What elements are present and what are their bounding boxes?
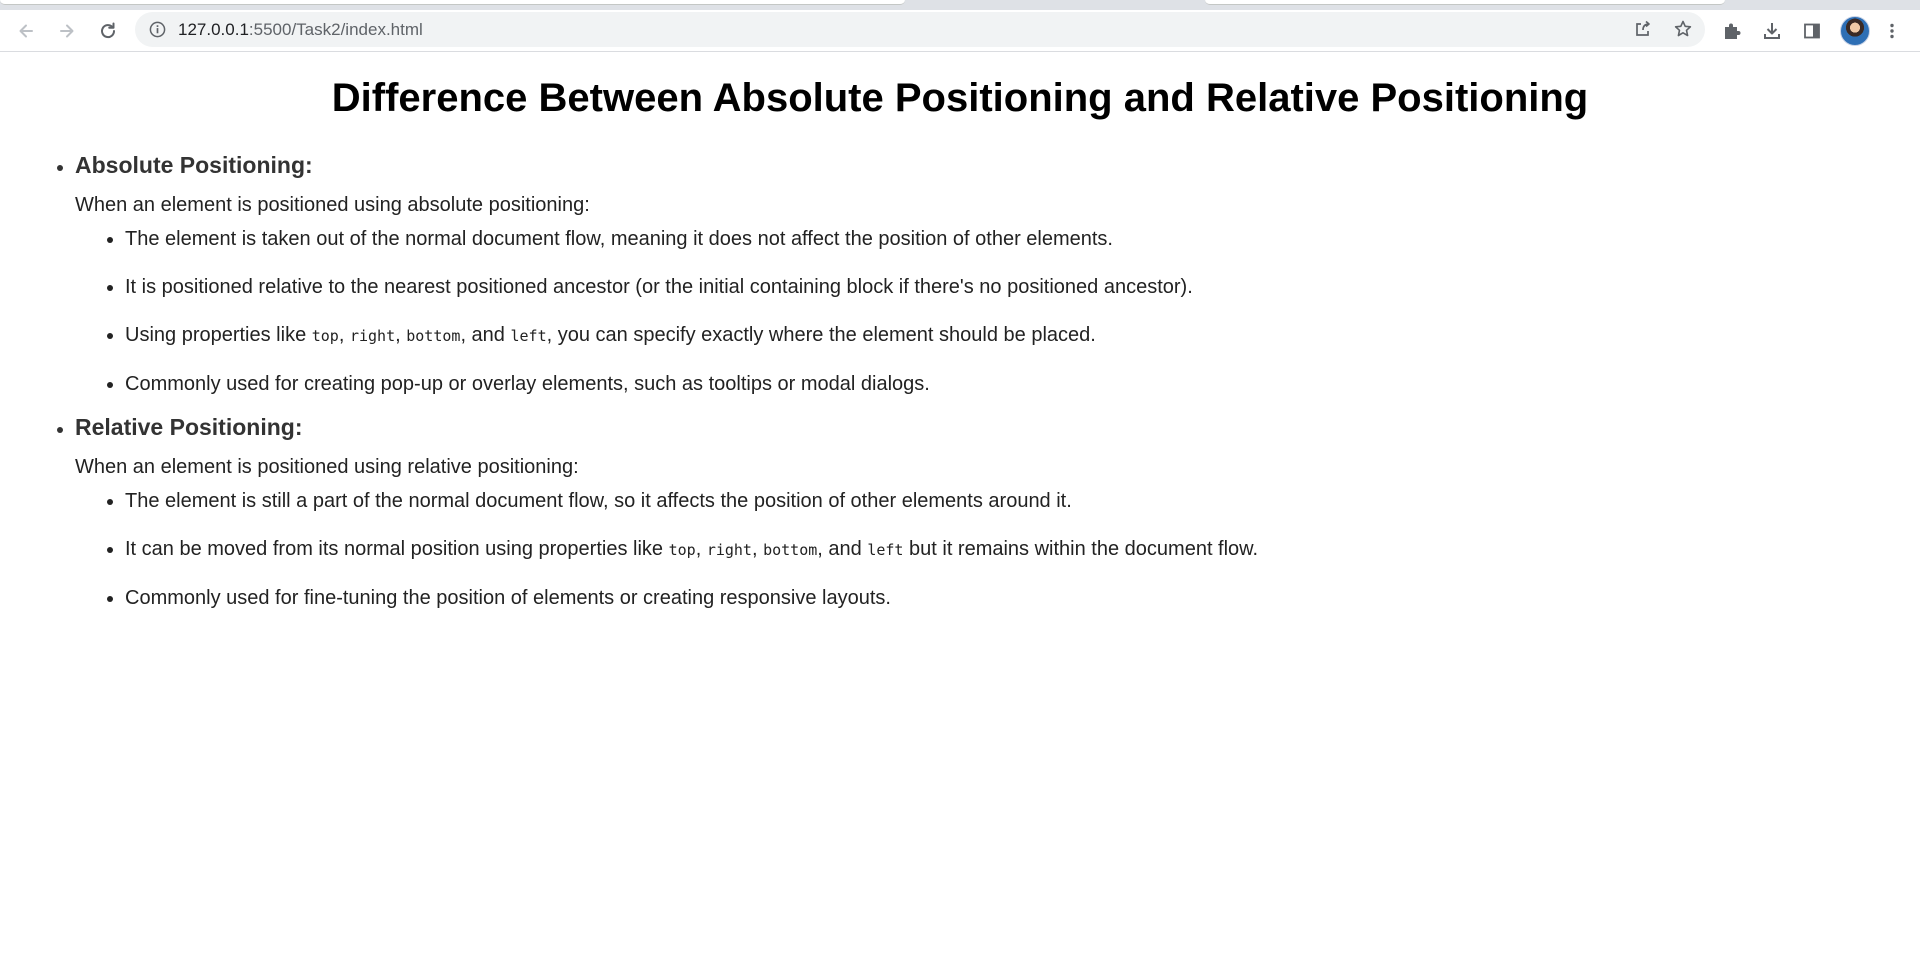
- section-intro-absolute: When an element is positioned using absolute positioning:: [75, 194, 590, 216]
- text-fragment: , and: [817, 538, 868, 560]
- site-info-icon[interactable]: [149, 21, 166, 38]
- browser-toolbar: [0, 10, 1920, 51]
- page-title: Difference Between Absolute Positioning and Relative Positioning: [331, 76, 1589, 120]
- side-panel-button[interactable]: [1800, 19, 1824, 43]
- browser-chrome: [0, 0, 1920, 52]
- page-content: [0, 52, 1920, 977]
- text-fragment: , and: [460, 324, 511, 346]
- list-item: [125, 537, 1875, 562]
- text-fragment: ,: [338, 324, 350, 346]
- text-fragment: ,: [751, 538, 764, 560]
- tab-strip: [0, 0, 1920, 10]
- extensions-icon: [1721, 20, 1743, 42]
- share-icon: [1633, 19, 1653, 39]
- tab-inactive[interactable]: [1205, 0, 1725, 5]
- text-fragment: ,: [695, 538, 707, 560]
- menu-icon: [1882, 21, 1902, 41]
- code-right: right: [349, 327, 396, 345]
- text-fragment: Using properties like: [125, 324, 312, 346]
- side-panel-icon: [1802, 21, 1822, 41]
- forward-button[interactable]: [51, 15, 83, 47]
- address-bar[interactable]: [135, 12, 1705, 47]
- list-item: • Commonly used for creating pop-up or overlay elements, such as tooltips or modal dialogs.: [125, 372, 1875, 396]
- download-icon: [1761, 20, 1783, 42]
- url-host: 127.0.0.1: [178, 20, 249, 39]
- code-top: top: [311, 327, 339, 345]
- code-top: top: [668, 541, 696, 559]
- reload-button[interactable]: [92, 15, 124, 47]
- profile-avatar[interactable]: [1840, 16, 1870, 46]
- browser-menu-button[interactable]: [1880, 19, 1904, 43]
- points-absolute: [75, 227, 1875, 396]
- tab-active[interactable]: [0, 0, 905, 5]
- list-item: • The element is taken out of the normal document flow, meaning it does not affect the position of other elements.: [125, 227, 1875, 251]
- list-item: [125, 323, 1875, 348]
- points-relative: [75, 489, 1875, 610]
- section-list: [51, 150, 1875, 610]
- back-button[interactable]: [10, 15, 42, 47]
- back-icon: [16, 21, 36, 41]
- section-absolute: [75, 150, 1875, 396]
- downloads-button[interactable]: [1760, 19, 1784, 43]
- bookmark-button[interactable]: [1672, 18, 1694, 40]
- code-right: right: [706, 541, 752, 559]
- text-fragment: , you can specify exactly where the element should be placed.: [546, 324, 1096, 346]
- share-button[interactable]: [1632, 18, 1654, 40]
- text-fragment: It can be moved from its normal position using properties like: [125, 538, 669, 560]
- list-item: • The element is still a part of the normal document flow, so it affects the position of other elements around it.: [125, 489, 1875, 513]
- star-icon: [1673, 19, 1693, 39]
- text-fragment: ,: [395, 324, 407, 346]
- list-item: • It is positioned relative to the nearest positioned ancestor (or the initial containing block if there's no positioned ancestor).: [125, 275, 1875, 299]
- url-path: :5500/Task2/index.html: [248, 20, 423, 39]
- section-relative: [75, 412, 1875, 610]
- section-heading-relative: • Relative Positioning:: [75, 414, 303, 440]
- list-item: • Commonly used for fine-tuning the position of elements or creating responsive layouts.: [125, 586, 1875, 610]
- text-fragment: but it remains within the document flow.: [903, 538, 1259, 560]
- extensions-button[interactable]: [1720, 19, 1744, 43]
- code-left: left: [510, 327, 547, 345]
- url-text[interactable]: [178, 20, 423, 40]
- code-bottom: bottom: [406, 327, 461, 345]
- forward-icon: [57, 21, 77, 41]
- code-bottom: bottom: [763, 541, 818, 559]
- code-left: left: [867, 541, 904, 559]
- section-intro-relative: When an element is positioned using relative positioning:: [75, 456, 579, 478]
- section-heading-absolute: • Absolute Positioning:: [75, 152, 313, 178]
- reload-icon: [98, 21, 118, 41]
